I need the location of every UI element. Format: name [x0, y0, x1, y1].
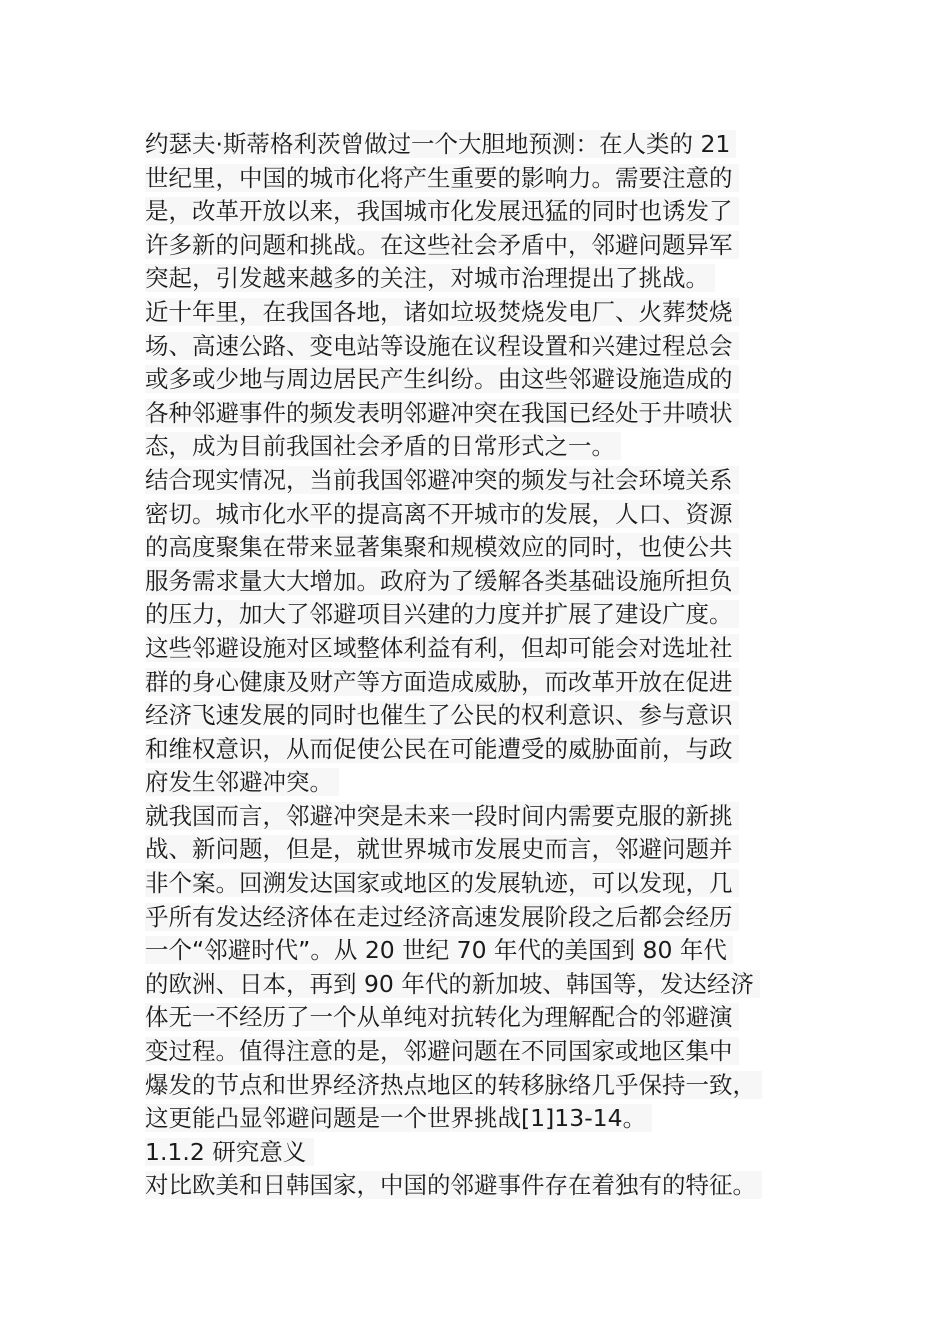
- text-line: 爆发的节点和世界经济热点地区的转移脉络几乎保持一致，: [145, 1069, 810, 1103]
- text-line: 变过程。值得注意的是，邻避问题在不同国家或地区集中: [145, 1035, 810, 1069]
- text-line: 对比欧美和日韩国家，中国的邻避事件存在着独有的特征。: [145, 1169, 810, 1203]
- text-line: 世纪里，中国的城市化将产生重要的影响力。需要注意的: [145, 162, 810, 196]
- text-line: 的高度聚集在带来显著集聚和规模效应的同时，也使公共: [145, 531, 810, 565]
- text-line: 的欧洲、日本，再到 90 年代的新加坡、韩国等，发达经济: [145, 968, 810, 1002]
- text-line: 体无一不经历了一个从单纯对抗转化为理解配合的邻避演: [145, 1001, 810, 1035]
- text-line: 就我国而言，邻避冲突是未来一段时间内需要克服的新挑: [145, 800, 810, 834]
- paragraph-social-environment: [145, 464, 810, 632]
- text-line: 密切。城市化水平的提高离不开城市的发展，人口、资源: [145, 498, 810, 532]
- text-line: 非个案。回溯发达国家或地区的发展轨迹，可以发现，几: [145, 867, 810, 901]
- text-line: 许多新的问题和挑战。在这些社会矛盾中，邻避问题异军: [145, 229, 810, 263]
- text-line: 群的身心健康及财产等方面造成威胁，而改革开放在促进: [145, 666, 810, 700]
- text-line: 近十年里，在我国各地，诸如垃圾焚烧发电厂、火葬焚烧: [145, 296, 810, 330]
- text-line: 约瑟夫·斯蒂格利茨曾做过一个大胆地预测：在人类的 21: [145, 128, 810, 162]
- paragraph-facility-threats: [145, 632, 810, 800]
- text-line: 场、高速公路、变电站等设施在议程设置和兴建过程总会: [145, 330, 810, 364]
- paragraph-china-characteristics: [145, 1169, 810, 1203]
- text-line: 服务需求量大大增加。政府为了缓解各类基础设施所担负: [145, 565, 810, 599]
- text-line: 经济飞速发展的同时也催生了公民的权利意识、参与意识: [145, 699, 810, 733]
- text-line: 乎所有发达经济体在走过经济高速发展阶段之后都会经历: [145, 901, 810, 935]
- text-line: 是，改革开放以来，我国城市化发展迅猛的同时也诱发了: [145, 195, 810, 229]
- paragraph-global-perspective: [145, 800, 810, 1136]
- text-line: 这更能凸显邻避问题是一个世界挑战[1]13-14。: [145, 1102, 810, 1136]
- section-heading: 1.1.2 研究意义: [145, 1136, 810, 1170]
- text-line: 突起，引发越来越多的关注，对城市治理提出了挑战。: [145, 262, 810, 296]
- text-line: 一个“邻避时代”。从 20 世纪 70 年代的美国到 80 年代: [145, 934, 810, 968]
- text-line: 结合现实情况，当前我国邻避冲突的频发与社会环境关系: [145, 464, 810, 498]
- text-line: 战、新问题，但是，就世界城市发展史而言，邻避问题并: [145, 833, 810, 867]
- text-line: 的压力，加大了邻避项目兴建的力度并扩展了建设广度。: [145, 598, 810, 632]
- paragraph-urbanization-prediction: [145, 128, 810, 296]
- document-body: [145, 128, 810, 1203]
- text-line: 府发生邻避冲突。: [145, 766, 810, 800]
- text-line: 和维权意识，从而促使公民在可能遭受的威胁面前，与政: [145, 733, 810, 767]
- text-line: 这些邻避设施对区域整体利益有利，但却可能会对选址社: [145, 632, 810, 666]
- text-line: 态，成为目前我国社会矛盾的日常形式之一。: [145, 430, 810, 464]
- paragraph-recent-disputes: [145, 296, 810, 464]
- text-line: 或多或少地与周边居民产生纠纷。由这些邻避设施造成的: [145, 363, 810, 397]
- text-line: 各种邻避事件的频发表明邻避冲突在我国已经处于井喷状: [145, 397, 810, 431]
